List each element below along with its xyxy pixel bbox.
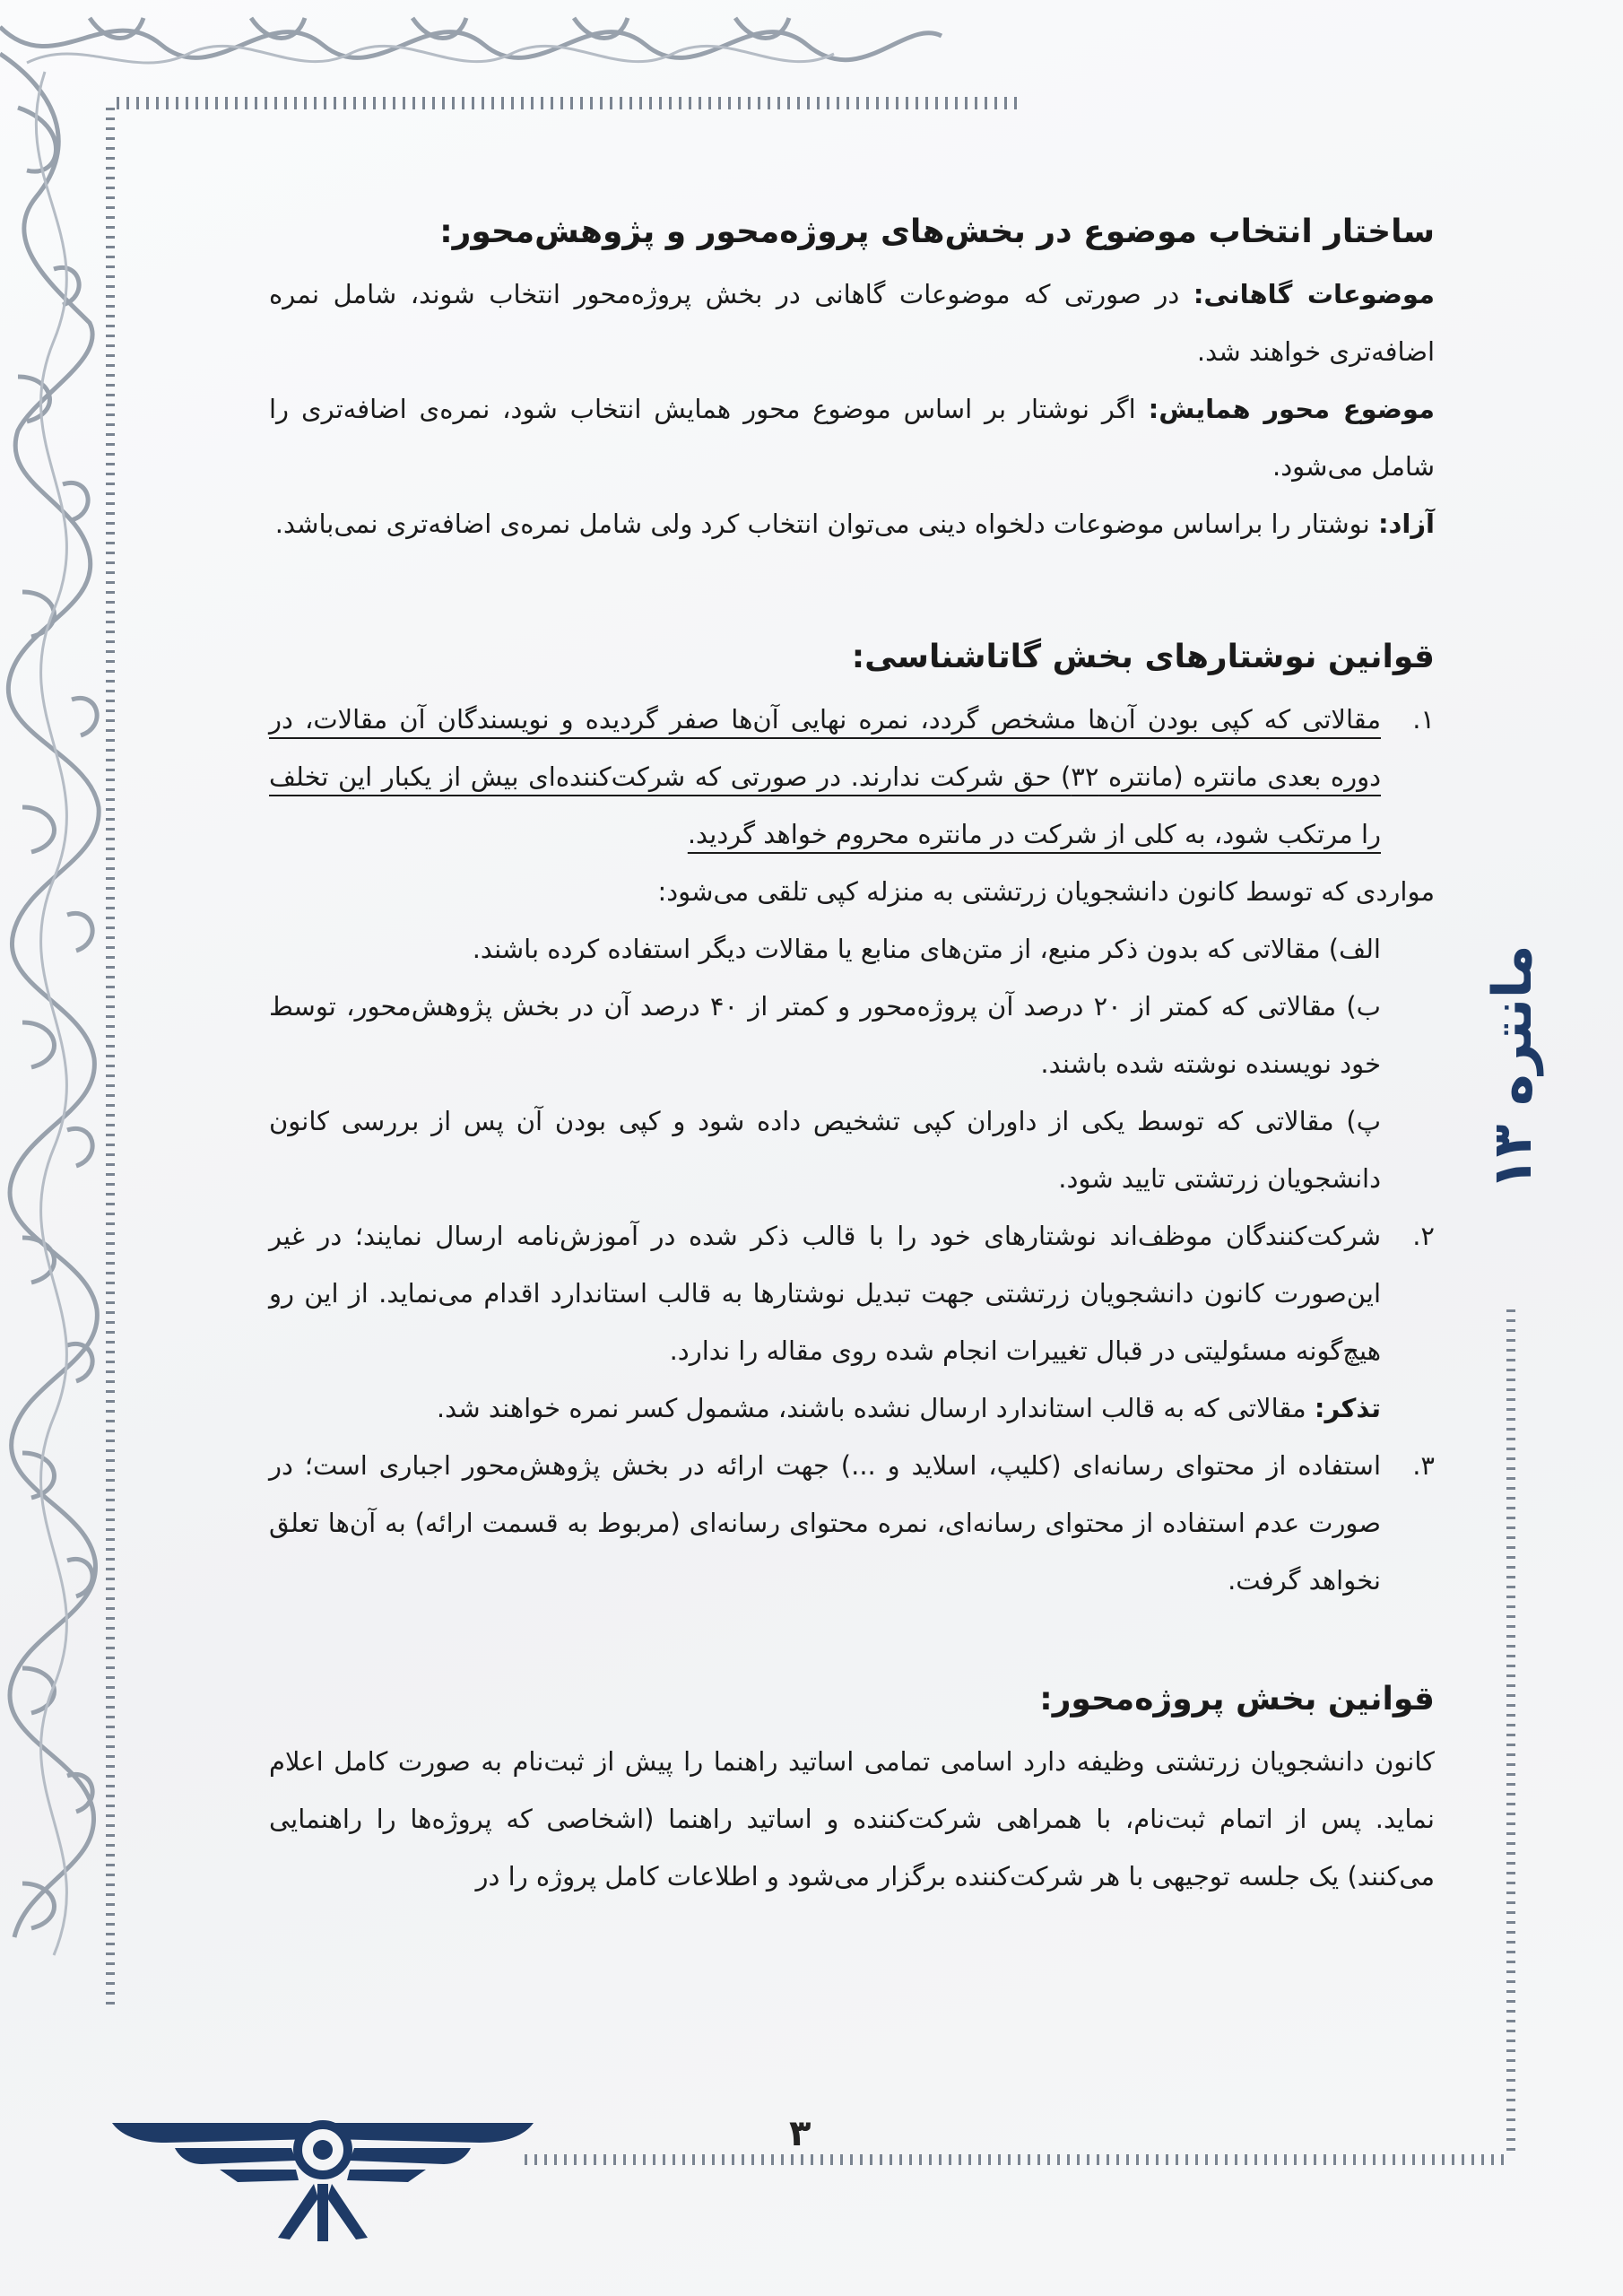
section-heading: قوانین نوشتارهای بخش گاتاشناسی: <box>851 639 1435 675</box>
note-text: مقالاتی که به قالب استاندارد ارسال نشده باشند، مشمول کسر نمره خواهند شد. <box>436 1393 1315 1423</box>
rule-number: ۲. <box>1412 1221 1435 1251</box>
rule-text: شرکت‌کنندگان موظف‌اند نوشتارهای خود را با قالب ذکر شده در آموزش‌نامه ارسال نمایند؛ در غیر این‌صورت کانون دانشجویان زرتشتی جهت تبدیل نوشتارها به قالب استاندارد اقدام می‌نماید. از این رو هیچ‌گونه مسئولیتی در قبال تغییرات انجام شده روی مقاله را ندارد. <box>269 1221 1381 1366</box>
section-heading: ساختار انتخاب موضوع در بخش‌های پروژه‌محور و پژوهش‌محور: <box>439 213 1435 250</box>
paragraph: مواردی که توسط کانون دانشجویان زرتشتی به منزله کپی تلقی می‌شود: <box>657 876 1435 907</box>
spacer <box>269 1609 1435 1672</box>
top-ornament-border <box>0 0 950 90</box>
rule-text: استفاده از محتوای رسانه‌ای (کلیپ، اسلاید و ...) جهت ارائه در بخش پژوهش‌محور اجباری است؛ در صورت عدم استفاده از محتوای رسانه‌ای، نمره محتوای رسانه‌ای (مربوط به قسمت ارائه) به آن‌ها تعلق نخواهد گرفت. <box>269 1450 1381 1596</box>
rule-number: ۳. <box>1412 1450 1435 1481</box>
side-title: مانتره ۱۳ <box>1481 944 1544 1190</box>
right-dotted-rule <box>1506 1309 1515 2152</box>
paragraph <box>269 380 1435 495</box>
term-label: موضوعات گاهانی: <box>1193 279 1435 309</box>
paragraph: کانون دانشجویان زرتشتی وظیفه دارد اسامی تمامی اساتید راهنما را پیش از ثبت‌نام به صورت کامل اعلام نماید. پس از اتمام ثبت‌نام، با همراهی شرکت‌کننده و اساتید راهنما (اشخاصی که پروژه‌ها را راهنمایی می‌کنند) یک جلسه توجیهی با هر شرکت‌کننده برگزار می‌شود و اطلاعات کامل پروژه را در <box>269 1746 1435 1892</box>
term-label: آزاد: <box>1377 509 1435 539</box>
note <box>269 1379 1435 1437</box>
term-text: اگر نوشتار بر اساس موضوع محور همایش انتخاب شود، نمره‌ی اضافه‌تری را شامل می‌شود. <box>269 394 1435 482</box>
rule-item <box>269 691 1435 863</box>
main-content <box>269 204 1435 1905</box>
bottom-dotted-rule <box>525 2154 1511 2165</box>
left-dotted-rule <box>106 108 115 2009</box>
rule-number: ۱. <box>1412 704 1435 735</box>
paragraph <box>269 265 1435 380</box>
term-text: در صورتی که موضوعات گاهانی در بخش پروژه‌محور انتخاب شوند، شامل نمره اضافه‌تری خواهند شد. <box>269 279 1435 367</box>
page-number: ۳ <box>789 2113 812 2154</box>
term-text: نوشتار را براساس موضوعات دلخواه دینی می‌توان انتخاب کرد ولی شامل نمره‌ی اضافه‌تری نمی‌باشد. <box>274 509 1378 539</box>
note-label: تذکر: <box>1314 1393 1381 1423</box>
list-item: ب) مقالاتی که کمتر از ۲۰ درصد آن پروژه‌محور و کمتر از ۴۰ درصد آن در بخش پژوهش‌محور، توسط خود نویسنده نوشته شده باشند. <box>269 991 1381 1079</box>
spacer <box>269 552 1435 630</box>
term-label: موضوع محور همایش: <box>1148 394 1435 424</box>
rule-item <box>269 1207 1435 1379</box>
top-dotted-rule <box>117 97 1022 109</box>
rule-text: مقالاتی که کپی بودن آن‌ها مشخص گردد، نمره نهایی آن‌ها صفر گردیده و نویسندگان آن مقالات، در دوره بعدی مانتره (مانتره ۳۲) حق شرکت ندارند. در صورتی که شرکت‌کننده‌ای بیش از یکبار این تخلف را مرتکب شود، به کلی از شرکت در مانتره محروم خواهد گردید. <box>269 704 1381 849</box>
faravahar-emblem-icon <box>112 2112 534 2247</box>
left-ornament-border <box>0 0 117 2027</box>
rule-item <box>269 1437 1435 1609</box>
list-item: الف) مقالاتی که بدون ذکر منبع، از متن‌های منابع یا مقالات دیگر استفاده کرده باشند. <box>472 934 1381 964</box>
section-heading: قوانین بخش پروژه‌محور: <box>1039 1681 1435 1718</box>
list-item: پ) مقالاتی که توسط یکی از داوران کپی تشخیص داده شود و کپی بودن آن پس از بررسی کانون دانشجویان زرتشتی تایید شود. <box>269 1106 1381 1194</box>
paragraph <box>269 495 1435 552</box>
